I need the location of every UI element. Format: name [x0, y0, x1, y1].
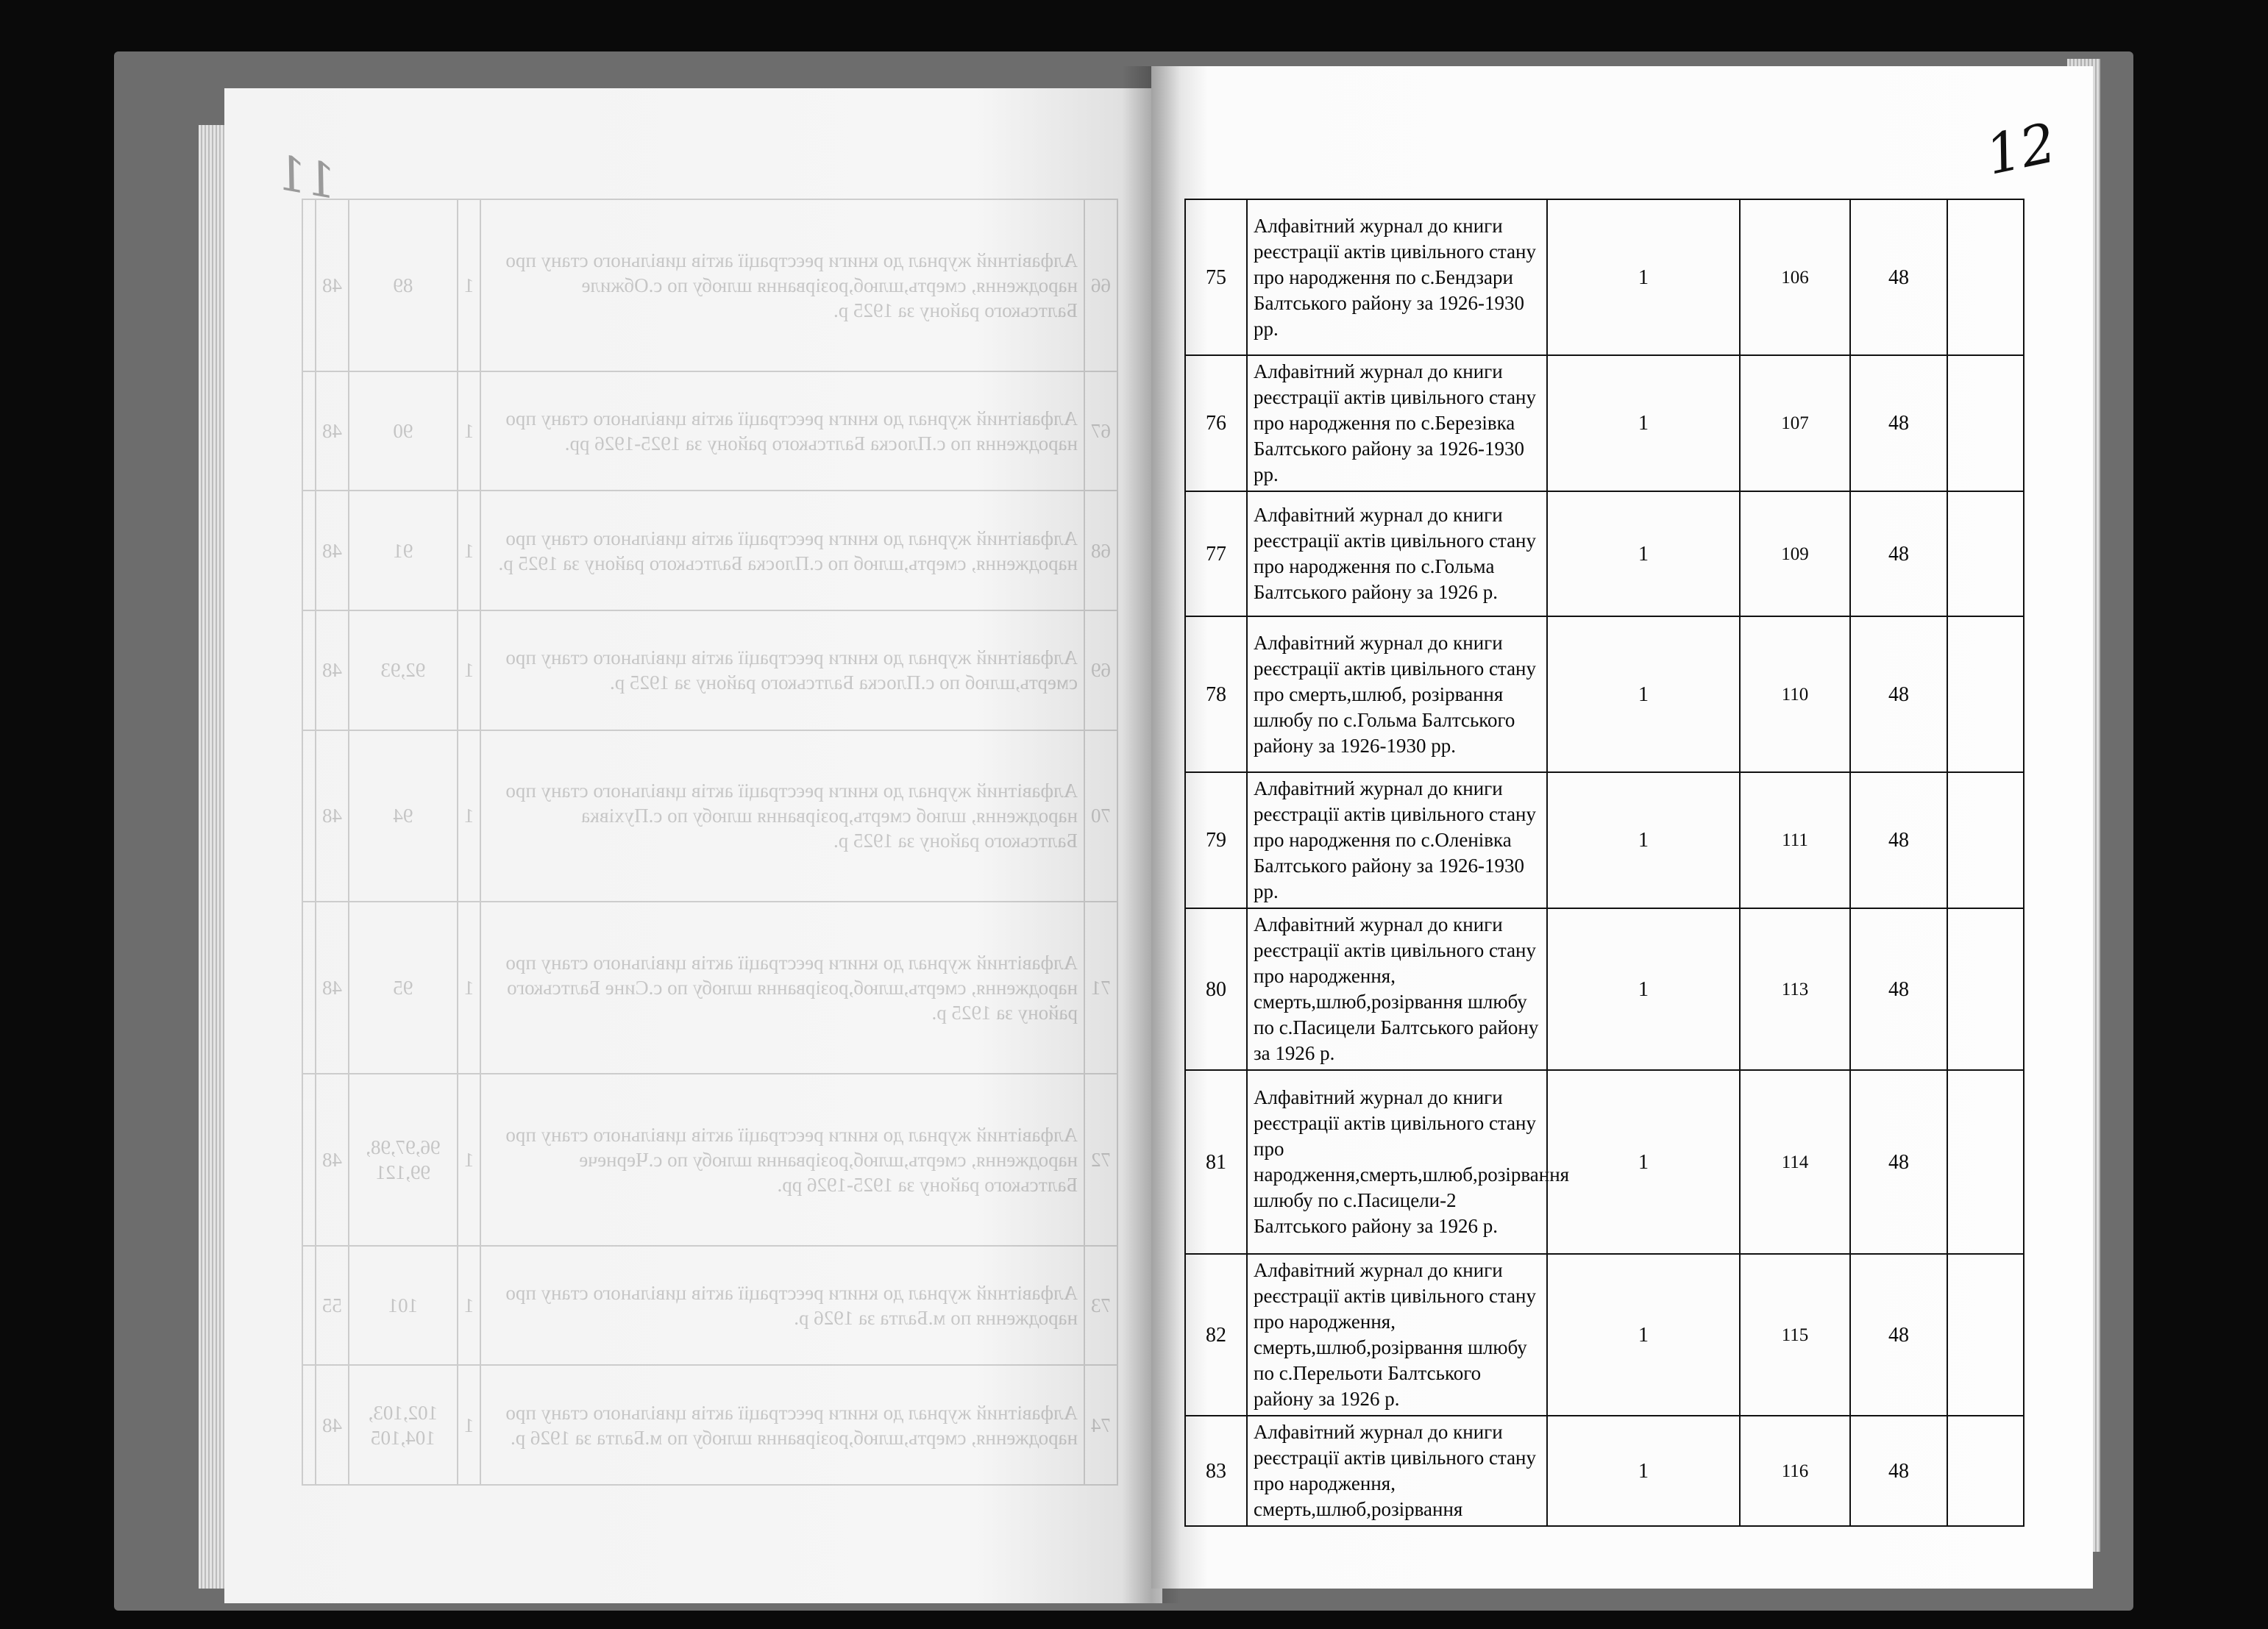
- record-description: Алфавітний журнал до книги реєстрації актів цивільного стану про народження по с.Березівка Балтського району за 1926-1930 рр.: [1247, 355, 1547, 491]
- row-number: 82: [1185, 1254, 1247, 1416]
- bleed-pages: 102,103, 104,105: [349, 1365, 458, 1485]
- bleed-count: 1: [458, 730, 481, 902]
- fund-number: 48: [1850, 355, 1947, 491]
- bleed-pages: 90: [349, 371, 458, 491]
- note-cell: [1947, 1416, 2024, 1526]
- table-row: [1185, 1416, 2024, 1526]
- record-description: Алфавітний журнал до книги реєстрації актів цивільного стану про народження,смерть,шлюб,розірвання шлюбу по с.Пасицели-2 Балтського району за 1926 р.: [1247, 1070, 1547, 1254]
- fund-number: 48: [1850, 199, 1947, 355]
- bleed-note-cell: [302, 902, 316, 1074]
- bleed-note-cell: [302, 1365, 316, 1485]
- bleed-fund: 55: [316, 1246, 349, 1366]
- record-description: Алфавітний журнал до книги реєстрації актів цивільного стану про народження, смерть,шлюб,розірвання шлюбу по с.Пасицели Балтського району за 1926 р.: [1247, 908, 1547, 1070]
- bleed-note-cell: [302, 371, 316, 491]
- bleed-row-number: 69: [1084, 610, 1117, 730]
- record-description: Алфавітний журнал до книги реєстрації актів цивільного стану про народження по с.Гольма Балтського району за 1926 р.: [1247, 491, 1547, 616]
- note-cell: [1947, 491, 2024, 616]
- table-row: [1185, 772, 2024, 908]
- bleed-note-cell: [302, 199, 316, 371]
- bleed-count: 1: [458, 491, 481, 610]
- bleed-fund: 48: [316, 491, 349, 610]
- bleed-description: Алфавітний журнал до книги реєстрації актів цивільного стану про народження, смерть,шлюб,розірвання шлюбу по м.Балта за 1926 р.: [480, 1365, 1084, 1485]
- fund-number: 48: [1850, 772, 1947, 908]
- row-number: 77: [1185, 491, 1247, 616]
- bleed-note-cell: [302, 730, 316, 902]
- item-count: 1: [1547, 1070, 1740, 1254]
- bleed-description: Алфавітний журнал до книги реєстрації актів цивільного стану про народження, шлюб смерть,розірвання шлюбу по с.Пухівка Балтського району за 1925 р.: [480, 730, 1084, 902]
- table-row: [1185, 1254, 2024, 1416]
- note-cell: [1947, 355, 2024, 491]
- bleed-description: Алфавітний журнал до книги реєстрації актів цивільного стану про народження, смерть,шлюб,розірвання шлюбу по с.Сине Балтського району за 1925 р.: [480, 902, 1084, 1074]
- fund-number: 48: [1850, 908, 1947, 1070]
- bleed-row: [302, 1074, 1117, 1246]
- note-cell: [1947, 772, 2024, 908]
- spine-shadow: [1122, 66, 1181, 1603]
- page-numbers: 110: [1740, 616, 1850, 772]
- bleed-row-number: 66: [1084, 199, 1117, 371]
- bleed-row-number: 74: [1084, 1365, 1117, 1485]
- item-count: 1: [1547, 199, 1740, 355]
- bleed-fund: 48: [316, 371, 349, 491]
- page-numbers: 109: [1740, 491, 1850, 616]
- record-description: Алфавітний журнал до книги реєстрації актів цивільного стану про народження по с.Бендзари Балтського району за 1926-1930 рр.: [1247, 199, 1547, 355]
- page-numbers: 114: [1740, 1070, 1850, 1254]
- page-numbers: 106: [1740, 199, 1850, 355]
- bleed-note-cell: [302, 610, 316, 730]
- row-number: 81: [1185, 1070, 1247, 1254]
- bleed-row: [302, 199, 1117, 371]
- bleed-through-table: [302, 199, 1118, 1486]
- bleed-count: 1: [458, 1365, 481, 1485]
- row-number: 80: [1185, 908, 1247, 1070]
- page-folio-number: 12: [1980, 111, 2062, 188]
- record-description: Алфавітний журнал до книги реєстрації актів цивільного стану про народження, смерть,шлюб,розірвання: [1247, 1416, 1547, 1526]
- bleed-count: 1: [458, 610, 481, 730]
- note-cell: [1947, 199, 2024, 355]
- bleed-row-number: 68: [1084, 491, 1117, 610]
- note-cell: [1947, 1070, 2024, 1254]
- bleed-fund: 48: [316, 1074, 349, 1246]
- record-description: Алфавітний журнал до книги реєстрації актів цивільного стану про народження, смерть,шлюб,розірвання шлюбу по с.Перельоти Балтського району за 1926 р.: [1247, 1254, 1547, 1416]
- bleed-fund: 48: [316, 610, 349, 730]
- item-count: 1: [1547, 616, 1740, 772]
- bleed-count: 1: [458, 199, 481, 371]
- fund-number: 48: [1850, 1070, 1947, 1254]
- item-count: 1: [1547, 772, 1740, 908]
- bleed-row-number: 70: [1084, 730, 1117, 902]
- bleed-description: Алфавітний журнал до книги реєстрації актів цивільного стану про народження, смерть,шлюб,розірвання шлюбу по с.Обжиле Балтського району за 1925 р.: [480, 199, 1084, 371]
- page-numbers: 113: [1740, 908, 1850, 1070]
- note-cell: [1947, 616, 2024, 772]
- bleed-note-cell: [302, 1074, 316, 1246]
- page-numbers: 111: [1740, 772, 1850, 908]
- bleed-description: Алфавітний журнал до книги реєстрації актів цивільного стану про народження, смерть,шлюб по с.Плоска Балтського району за 1925 р.: [480, 491, 1084, 610]
- table-row: [1185, 491, 2024, 616]
- bleed-count: 1: [458, 1074, 481, 1246]
- bleed-description: Алфавітний журнал до книги реєстрації актів цивільного стану про смерть,шлюб по с.Плоска Балтського району за 1925 р.: [480, 610, 1084, 730]
- table-row: [1185, 199, 2024, 355]
- register-table: [1184, 199, 2025, 1527]
- bleed-pages: 92,93: [349, 610, 458, 730]
- bleed-pages: 91: [349, 491, 458, 610]
- bleed-row-number: 72: [1084, 1074, 1117, 1246]
- bleed-description: Алфавітний журнал до книги реєстрації актів цивільного стану про народження по с.Плоска Балтського району за 1925-1926 рр.: [480, 371, 1084, 491]
- bleed-row: [302, 371, 1117, 491]
- left-folio-number: 11: [271, 146, 341, 210]
- bleed-note-cell: [302, 1246, 316, 1366]
- table-row: [1185, 1070, 2024, 1254]
- row-number: 79: [1185, 772, 1247, 908]
- bleed-description: Алфавітний журнал до книги реєстрації актів цивільного стану про народження по м.Балта за 1926 р.: [480, 1246, 1084, 1366]
- bleed-row: [302, 902, 1117, 1074]
- fund-number: 48: [1850, 491, 1947, 616]
- bleed-description: Алфавітний журнал до книги реєстрації актів цивільного стану про народження, смерть,шлюб,розірвання шлюбу по с.Чернече Балтського району за 1925-1926 рр.: [480, 1074, 1084, 1246]
- row-number: 78: [1185, 616, 1247, 772]
- row-number: 83: [1185, 1416, 1247, 1526]
- bleed-row-number: 67: [1084, 371, 1117, 491]
- bleed-count: 1: [458, 1246, 481, 1366]
- bleed-row: [302, 1365, 1117, 1485]
- page-numbers: 107: [1740, 355, 1850, 491]
- row-number: 75: [1185, 199, 1247, 355]
- table-row: [1185, 355, 2024, 491]
- item-count: 1: [1547, 355, 1740, 491]
- table-row: [1185, 616, 2024, 772]
- bleed-row-number: 73: [1084, 1246, 1117, 1366]
- bleed-pages: 95: [349, 902, 458, 1074]
- row-number: 76: [1185, 355, 1247, 491]
- bleed-note-cell: [302, 491, 316, 610]
- item-count: 1: [1547, 1416, 1740, 1526]
- bleed-fund: 48: [316, 730, 349, 902]
- record-description: Алфавітний журнал до книги реєстрації актів цивільного стану про смерть,шлюб, розірвання шлюбу по с.Гольма Балтського району за 1926-1930 рр.: [1247, 616, 1547, 772]
- fund-number: 48: [1850, 1416, 1947, 1526]
- note-cell: [1947, 1254, 2024, 1416]
- bleed-count: 1: [458, 902, 481, 1074]
- item-count: 1: [1547, 1254, 1740, 1416]
- table-row: [1185, 908, 2024, 1070]
- bleed-fund: 48: [316, 1365, 349, 1485]
- bleed-pages: 101: [349, 1246, 458, 1366]
- record-description: Алфавітний журнал до книги реєстрації актів цивільного стану про народження по с.Оленівка Балтського району за 1926-1930 рр.: [1247, 772, 1547, 908]
- bleed-fund: 48: [316, 199, 349, 371]
- bleed-pages: 89: [349, 199, 458, 371]
- bleed-pages: 96,97,98, 99,121: [349, 1074, 458, 1246]
- page-numbers: 116: [1740, 1416, 1850, 1526]
- bleed-row: [302, 610, 1117, 730]
- item-count: 1: [1547, 491, 1740, 616]
- bleed-row: [302, 730, 1117, 902]
- note-cell: [1947, 908, 2024, 1070]
- bleed-count: 1: [458, 371, 481, 491]
- bleed-row: [302, 1246, 1117, 1366]
- bleed-pages: 94: [349, 730, 458, 902]
- fund-number: 48: [1850, 1254, 1947, 1416]
- page-numbers: 115: [1740, 1254, 1850, 1416]
- bleed-row-number: 71: [1084, 902, 1117, 1074]
- item-count: 1: [1547, 908, 1740, 1070]
- bleed-row: [302, 491, 1117, 610]
- fund-number: 48: [1850, 616, 1947, 772]
- bleed-fund: 48: [316, 902, 349, 1074]
